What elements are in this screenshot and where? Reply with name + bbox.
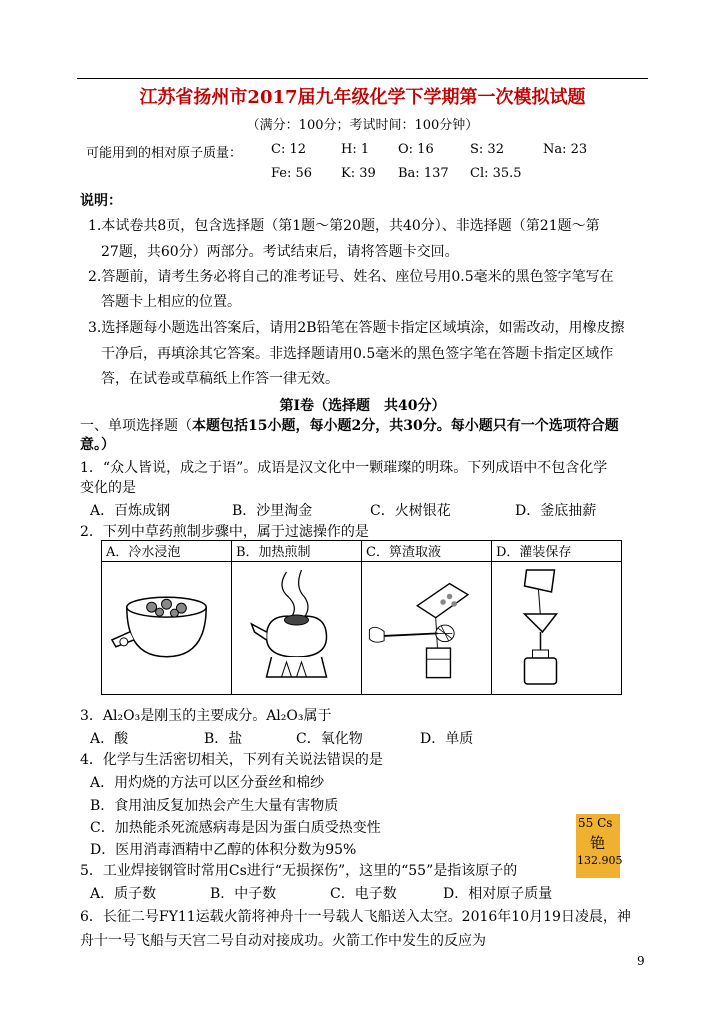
q1-option-a: A．百炼成钢 bbox=[90, 503, 171, 519]
instruction-line: 3.选择题每小题选出答案后，请用2B铅笔在答题卡指定区域填涂，如需改动，用橡皮擦 bbox=[88, 320, 625, 336]
q1-option-c: C．火树银花 bbox=[370, 503, 451, 519]
q5-option-c: C．电子数 bbox=[330, 886, 397, 902]
instruction-line: 干净后，再填涂其它答案。非选择题请用0.5毫米的黑色签字笔在答题卡指定区域作 bbox=[101, 346, 614, 362]
instruction-line: 27题，共60分）两部分。考试结束后，请将答题卡交回。 bbox=[101, 244, 459, 260]
q5-option-b: B．中子数 bbox=[210, 886, 277, 902]
atomic-mass-ba: Ba: 137 bbox=[398, 166, 449, 181]
q2-option-a: A．冷水浸泡 bbox=[102, 541, 232, 562]
q2-option-c: C．箅渣取液 bbox=[362, 541, 492, 562]
q4-option-c: C．加热能杀死流感病毒是因为蛋白质受热变性 bbox=[90, 820, 381, 836]
bottling-illustration bbox=[492, 562, 622, 695]
instruction-line: 答题卡上相应的位置。 bbox=[101, 294, 241, 310]
q1-option-b: B．沙里淘金 bbox=[232, 503, 313, 519]
q2-options-table bbox=[101, 540, 622, 695]
q4-option-d: D．医用消毒酒精中乙醇的体积分数为95% bbox=[90, 842, 357, 858]
atomic-mass-label: 可能用到的相对原子质量： bbox=[86, 146, 243, 161]
atomic-mass-h: H: 1 bbox=[341, 142, 370, 157]
element-number-symbol: 55 Cs bbox=[578, 816, 613, 830]
straining-illustration bbox=[362, 562, 492, 695]
element-name: 铯 bbox=[590, 834, 606, 852]
q4-option-b: B．食用油反复加热会产生大量有害物质 bbox=[90, 798, 339, 814]
heating-pot-illustration bbox=[232, 562, 362, 695]
atomic-mass-fe: Fe: 56 bbox=[271, 166, 313, 181]
section1-heading: 一、单项选择题（本题包括15小题，每小题2分，共30分。每小题只有一个选项符合题 bbox=[80, 418, 619, 434]
q1-stem: 1．“众人皆说，成之于语”。成语是汉文化中一颗璀璨的明珠。下列成语中不包含化学 bbox=[80, 460, 608, 476]
q3-option-b: B．盐 bbox=[204, 731, 243, 747]
q3-stem: 3．Al₂O₃是刚玉的主要成分。Al₂O₃属于 bbox=[80, 708, 332, 724]
q2-option-b: B．加热煎制 bbox=[232, 541, 362, 562]
q4-stem: 4．化学与生活密切相关，下列有关说法错误的是 bbox=[80, 752, 383, 768]
atomic-mass-k: K: 39 bbox=[341, 166, 376, 181]
atomic-mass-cl: Cl: 35.5 bbox=[470, 166, 522, 181]
atomic-mass-o: O: 16 bbox=[398, 142, 434, 157]
instruction-line: 1.本试卷共8页，包含选择题（第1题～第20题，共40分）、非选择题（第21题～第 bbox=[88, 218, 600, 234]
part1-title: 第Ⅰ卷（选择题 共40分） bbox=[279, 398, 446, 414]
q2-stem: 2．下列中草药煎制步骤中，属于过滤操作的是 bbox=[80, 524, 369, 540]
q5-option-a: A．质子数 bbox=[90, 886, 157, 902]
instruction-line: 2.答题前，请考生务必将自己的准考证号、姓名、座位号用0.5毫米的黑色签字笔写在 bbox=[88, 269, 614, 285]
q4-option-a: A．用灼烧的方法可以区分蚕丝和棉纱 bbox=[90, 775, 325, 791]
atomic-mass-c: C: 12 bbox=[271, 142, 307, 157]
element-mass: 132.905 bbox=[577, 854, 623, 867]
q3-option-c: C．氧化物 bbox=[296, 731, 363, 747]
soaking-pot-illustration bbox=[102, 562, 232, 695]
atomic-mass-na: Na: 23 bbox=[543, 142, 588, 157]
q2-option-d: D．灌装保存 bbox=[492, 541, 622, 562]
instructions-heading: 说明： bbox=[80, 193, 122, 209]
section1-heading-cont: 意。） bbox=[80, 437, 115, 453]
cesium-element-card bbox=[576, 814, 623, 878]
q3-option-d: D．单质 bbox=[420, 731, 474, 747]
atomic-mass-s: S: 32 bbox=[470, 142, 504, 157]
q1-option-d: D．釜底抽薪 bbox=[515, 503, 597, 519]
q6-stem-cont: 舟十一号飞船与天宫二号自动对接成功。火箭工作中发生的反应为 bbox=[80, 933, 486, 949]
q6-stem: 6．长征二号FY11运载火箭将神舟十一号载人飞船送入太空。2016年10月19日凌晨，神 bbox=[80, 909, 631, 925]
q3-option-a: A．酸 bbox=[90, 731, 129, 747]
q5-stem: 5．工业焊接钢管时常用Cs进行“无损探伤”，这里的“55”是指该原子的 bbox=[80, 863, 518, 879]
instruction-line: 答，在试卷或草稿纸上作答一律无效。 bbox=[101, 371, 339, 387]
page-number: 9 bbox=[637, 954, 645, 968]
exam-info: （满分：100分；考试时间：100分钟） bbox=[246, 118, 479, 133]
q5-option-d: D．相对原子质量 bbox=[443, 886, 553, 902]
page-title: 江苏省扬州市2017届九年级化学下学期第一次模拟试题 bbox=[139, 87, 586, 108]
top-rule bbox=[77, 78, 648, 79]
q1-stem-cont: 变化的是 bbox=[80, 480, 136, 496]
